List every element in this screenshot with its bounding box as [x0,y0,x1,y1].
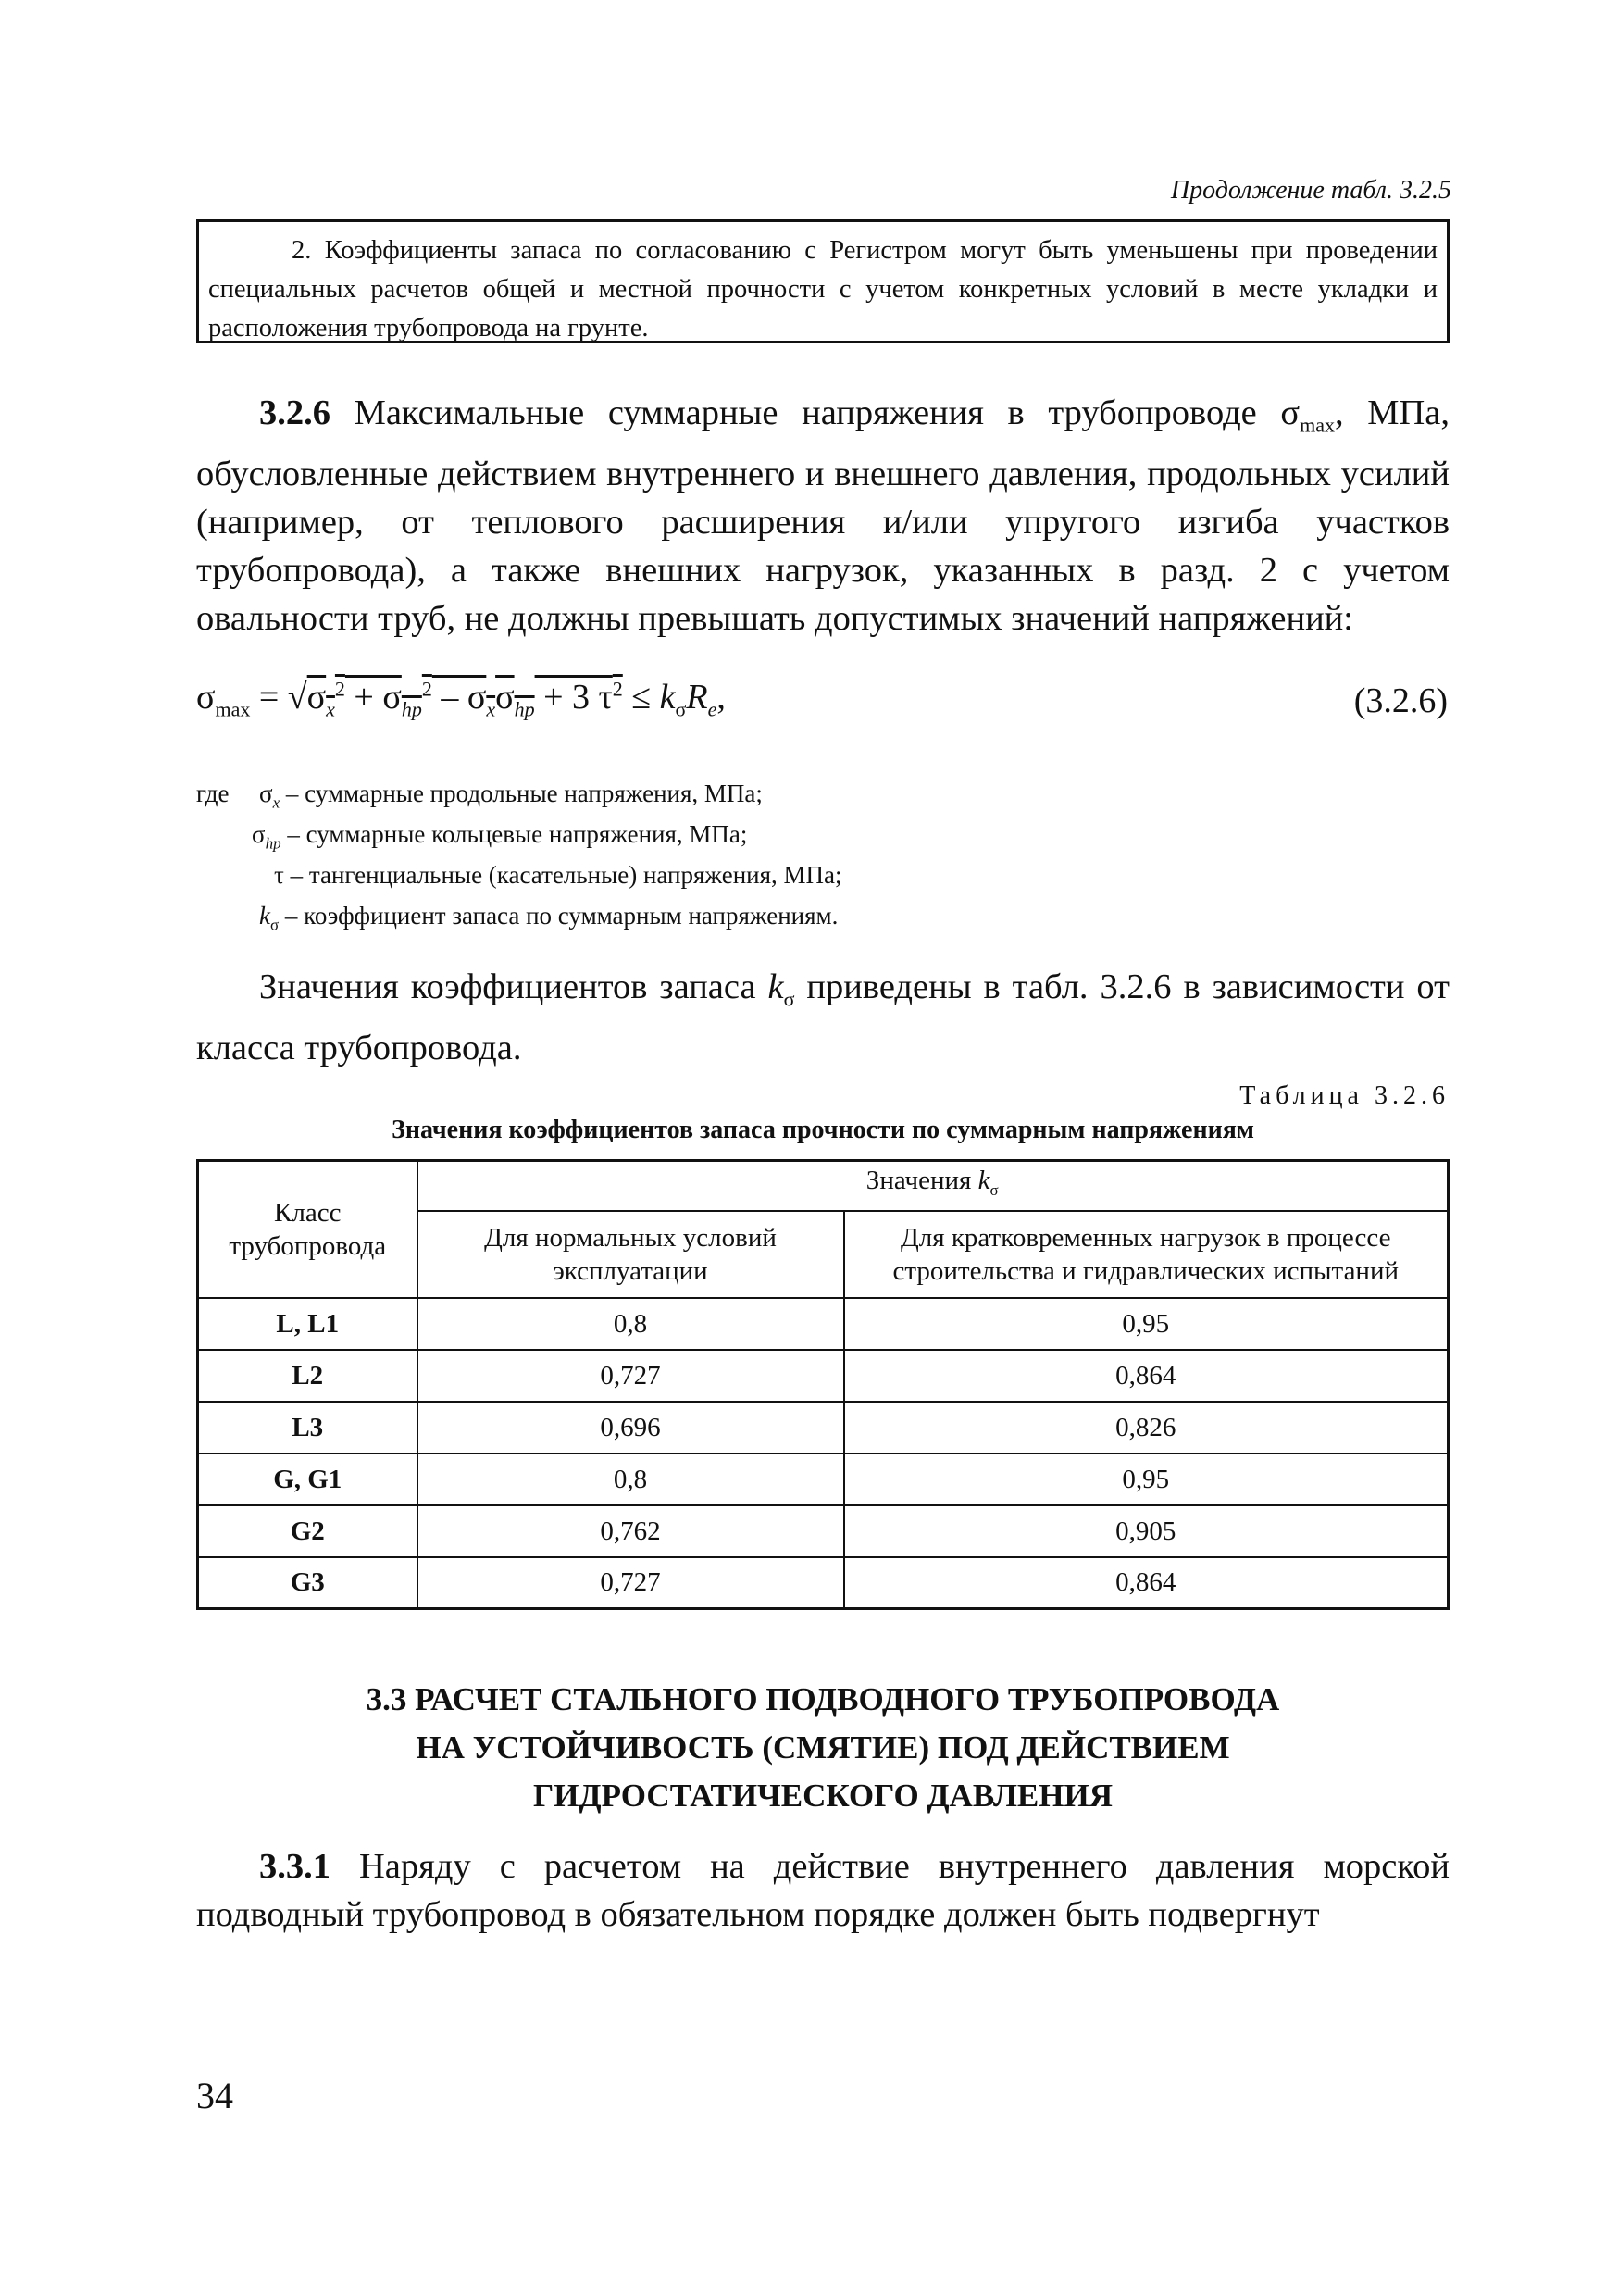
legend-row: где $\sigma_x$ – суммарные продольные напряжения, МПа; [196,780,763,812]
table-row: G2 0,762 0,905 [198,1505,1449,1557]
clause-number: 3.3.1 [259,1847,330,1886]
paragraph-3-3-1: 3.3.1 Наряду с расчетом на действие внутреннего давления морской подводный трубопровод в обязательном порядке должен быть подвергнут [196,1847,1450,1934]
symbol-legend [196,773,842,936]
table-title: Значения коэффициентов запаса прочности по суммарным напряжениям [392,1116,1254,1144]
header-values: Значения $k_\sigma$ [417,1161,1449,1211]
header-class: Класс трубопровода [198,1161,417,1298]
clause-number: 3.2.6 [259,393,330,432]
paragraph-3-2-6: 3.2.6 Максимальные суммарные напряжения в трубопроводе $\sigma_{max}$, МПа, обусловленные действием внутреннего и внешнего давления, продольных усилий (например, от теплового расширения и/или упругого изгиба участков трубопровода), а также внешних нагрузок, указанных в разд. 2 с учетом овальности труб, не должны превышать допустимых значений напряжений: [196,393,1450,638]
table-row: G3 0,727 0,864 [198,1557,1449,1609]
paragraph-values: Значения коэффициентов запаса $k_\sigma$ приведены в табл. 3.2.6 в зависимости от класса трубопровода. [196,967,1450,1067]
continuation-label: Продолжение табл. 3.2.5 [1170,176,1451,205]
header-normal: Для нормальных условий эксплуатации [417,1211,844,1298]
legend-where: где [196,780,230,807]
legend-row: τ – тангенциальные (касательные) напряжения, МПа; [274,861,842,889]
table-row: L2 0,727 0,864 [198,1350,1449,1402]
equation-formula: $\sigma_{max} = √\sigma_x^2 + \sigma_{hp}^2 - \sigma_x\sigma_{hp} + 3$ $\tau^2 \le k_\sigma R_e$, [196,677,726,721]
note-text: 2. Коэффициенты запаса по согласованию с Регистром могут быть уменьшены при проведении специальных расчетов общей и местной прочности с учетом конкретных условий в месте укладки и расположения трубопровода на грунте. [208,236,1438,343]
equation-number: (3.2.6) [1353,681,1448,720]
coefficients-table [196,1159,1450,1610]
legend-row: $k_\sigma$ – коэффициент запаса по суммарным напряжениям. [259,902,839,934]
table-label: Таблица 3.2.6 [1239,1081,1450,1110]
table-note-box [196,219,1450,343]
table-row: G, G1 0,8 0,95 [198,1454,1449,1505]
page-number: 34 [196,2075,233,2116]
table-row: L3 0,696 0,826 [198,1402,1449,1454]
table-row: L, L1 0,8 0,95 [198,1298,1449,1350]
section-heading-3-3: 3.3 РАСЧЕТ СТАЛЬНОГО ПОДВОДНОГО ТРУБОПРОВОДА НА УСТОЙЧИВОСТЬ (СМЯТИЕ) ПОД ДЕЙСТВИЕМ ГИДРОСТАТИЧЕСКОГО ДАВЛЕНИЯ [366,1681,1280,1814]
equation-3-2-6 [196,671,1450,736]
legend-row: $\sigma_{hp}$ – суммарные кольцевые напряжения, МПа; [252,820,748,853]
table-header-row [198,1161,1449,1211]
header-short: Для кратковременных нагрузок в процессе строительства и гидравлических испытаний [844,1211,1449,1298]
